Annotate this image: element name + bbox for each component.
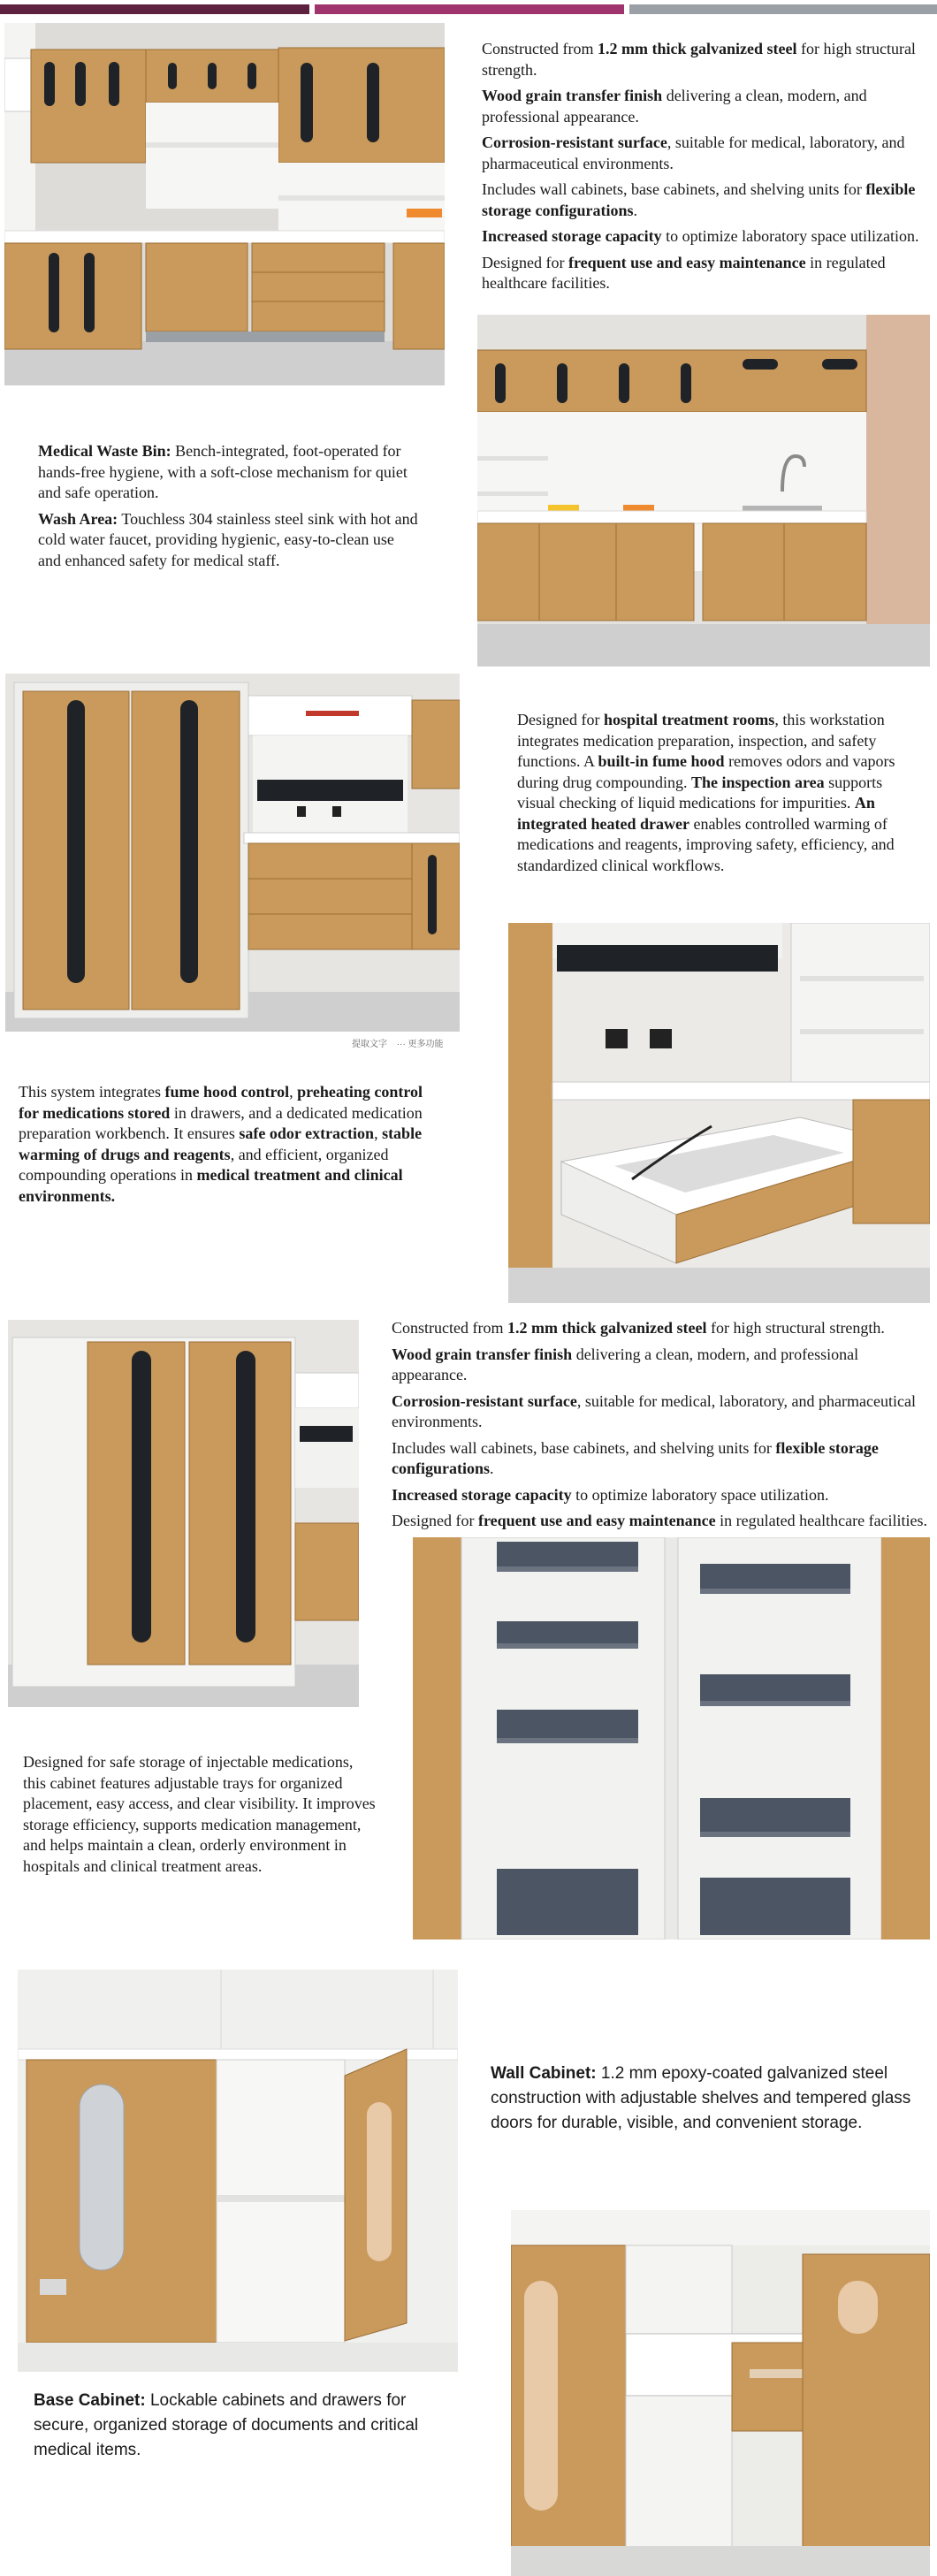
header-bar-middle: [315, 4, 624, 14]
injectable-storage-text: [23, 1752, 377, 1877]
paragraph: [38, 441, 418, 504]
bold-text: The inspection area: [690, 773, 825, 791]
text-run: delivering a clean, modern, and professional appearance.: [482, 87, 867, 126]
base-cabinet-paragraphs: [34, 2389, 453, 2463]
bold-text: Wall Cabinet:: [491, 2064, 597, 2083]
text-run: Designed for safe storage of injectable medications, this cabinet features adjustable trays for organized placement, easy access, and clear visibility. It improves storage efficiency, supports medication management, and helps maintain a clean, orderly environment in hospitals and clinical treatment areas.: [23, 1753, 376, 1875]
base-cabinet-text: [34, 2389, 453, 2463]
waste-bin-wash-area-paragraphs: [38, 441, 418, 571]
bold-text: frequent use and easy maintenance: [568, 253, 806, 271]
bold-text: flexible storage configurations: [482, 180, 916, 219]
bold-text: Corrosion-resistant surface: [392, 1391, 577, 1410]
wall-cabinet-paragraphs: [491, 2062, 928, 2136]
paragraph: [392, 1511, 931, 1532]
text-run: .: [633, 201, 637, 219]
text-run: Designed for: [392, 1512, 478, 1529]
text-run: in regulated healthcare facilities.: [715, 1512, 928, 1529]
treatment-room-workstation-paragraphs: [517, 710, 897, 876]
text-run: delivering a clean, modern, and professional appearance.: [392, 1345, 859, 1383]
text-run: Touchless 304 stainless steel sink with hot and cold water faucet, providing hygienic, easy-to-clean use and enhanced safety for medical staff.: [38, 509, 418, 569]
photo-base-cabinet: [511, 2210, 930, 2576]
photo-fume-hood-workstation: [5, 674, 460, 1032]
text-run: for high structural strength.: [706, 1319, 885, 1337]
paragraph: [482, 179, 919, 221]
bold-text: Medical Waste Bin:: [38, 442, 171, 460]
galvanized-steel-features-text: [392, 1318, 931, 1532]
text-run: , and efficient, organized compounding operations in: [19, 1145, 389, 1184]
injectable-storage-paragraphs: [23, 1752, 377, 1877]
fume-hood-system-text: [19, 1082, 434, 1207]
more-features-button[interactable]: ··· 更多功能: [396, 1040, 444, 1049]
text-run: in regulated healthcare facilities.: [482, 253, 886, 292]
bold-text: stable warming of drugs and reagents: [19, 1124, 423, 1163]
text-run: ,: [374, 1124, 383, 1142]
paragraph: [392, 1318, 931, 1339]
text-run: enables controlled warming of medications and reagents, improving safety, efficiency, and standardized clinical workflows.: [517, 814, 895, 874]
paragraph: [392, 1391, 931, 1433]
bold-text: hospital treatment rooms: [603, 711, 775, 728]
text-run: Includes wall cabinets, base cabinets, and shelving units for: [392, 1438, 776, 1457]
bold-text: Base Cabinet:: [34, 2391, 146, 2410]
bold-text: built-in fume hood: [598, 752, 725, 770]
text-run: This system integrates: [19, 1083, 165, 1101]
photo-medication-cabinet-closed: [8, 1320, 359, 1707]
text-run: for high structural strength.: [482, 40, 916, 79]
bold-text: safe odor extraction: [239, 1124, 375, 1142]
paragraph: [482, 133, 919, 174]
intro-features-text: [482, 39, 919, 294]
bold-text: An integrated heated drawer: [517, 794, 875, 833]
text-run: supports visual checking of liquid medications for impurities.: [517, 773, 883, 812]
bold-text: medical treatment and clinical environments.: [19, 1166, 403, 1205]
text-run: in drawers, and a dedicated medication preparation workbench. It ensures: [19, 1103, 423, 1142]
paragraph: [482, 39, 919, 80]
text-run: Designed for: [482, 253, 568, 271]
text-run: Designed for: [517, 711, 604, 728]
text-run: Bench-integrated, foot-operated for hands-free hygiene, with a soft-close mechanism for quiet and safe operation.: [38, 442, 408, 501]
text-run: Lockable cabinets and drawers for secure, organized storage of documents and critical medical items.: [34, 2391, 419, 2459]
photo-wall-cabinet: [18, 1970, 458, 2372]
photo-heated-drawer: [508, 923, 930, 1303]
bold-text: frequent use and easy maintenance: [477, 1512, 716, 1529]
paragraph: [34, 2389, 453, 2463]
waste-bin-wash-area-text: [38, 441, 418, 571]
text-run: , this workstation integrates medication preparation, inspection, and safety functions. A: [517, 711, 885, 770]
paragraph: [482, 226, 919, 248]
paragraph: [482, 253, 919, 294]
paragraph: [19, 1082, 434, 1207]
paragraph: [517, 710, 897, 876]
paragraph: [392, 1345, 931, 1386]
intro-features-paragraphs: [482, 39, 919, 294]
bold-text: flexible storage configurations: [392, 1438, 879, 1477]
text-run: .: [490, 1459, 494, 1477]
fume-hood-system-paragraphs: [19, 1082, 434, 1207]
bold-text: fume hood control: [164, 1083, 290, 1101]
paragraph: [23, 1752, 377, 1877]
paragraph: [482, 86, 919, 127]
text-run: Constructed from: [392, 1319, 507, 1337]
bold-text: 1.2 mm thick galvanized steel: [507, 1319, 707, 1337]
paragraph: [392, 1438, 931, 1480]
galvanized-steel-features-paragraphs: [392, 1318, 931, 1532]
text-run: Includes wall cabinets, base cabinets, and shelving units for: [482, 180, 866, 198]
bold-text: 1.2 mm thick galvanized steel: [597, 40, 797, 57]
paragraph: [491, 2062, 928, 2136]
paragraph: [392, 1485, 931, 1506]
text-run: removes odors and vapors during drug compounding.: [517, 752, 895, 791]
image-toolbar: [352, 1036, 467, 1049]
bold-text: Wood grain transfer finish: [482, 87, 663, 104]
header-bar-left: [0, 4, 309, 14]
bold-text: Increased storage capacity: [482, 227, 662, 245]
header-bar-right: [629, 4, 937, 14]
bold-text: preheating control for medications stored: [19, 1083, 423, 1122]
paragraph: [38, 509, 418, 572]
text-run: Constructed from: [482, 40, 598, 57]
photo-lab-cabinets-corner: [4, 23, 445, 385]
bold-text: Wash Area:: [38, 509, 118, 528]
photo-wash-area: [477, 315, 930, 667]
photo-medication-cabinet-trays: [413, 1537, 930, 1940]
bold-text: Corrosion-resistant surface: [482, 133, 667, 151]
treatment-room-workstation-text: [517, 710, 897, 876]
bold-text: Wood grain transfer finish: [392, 1345, 573, 1363]
text-run: ,: [289, 1083, 298, 1101]
text-run: to optimize laboratory space utilization.: [571, 1485, 829, 1504]
bold-text: Increased storage capacity: [392, 1485, 572, 1504]
text-run: 1.2 mm epoxy-coated galvanized steel construction with adjustable shelves and tempered glass doors for durable, visible, and convenient storage.: [491, 2064, 911, 2132]
text-run: to optimize laboratory space utilization.: [661, 227, 919, 245]
wall-cabinet-text: [491, 2062, 928, 2136]
text-run: , suitable for medical, laboratory, and pharmaceutical environments.: [392, 1391, 916, 1430]
extract-text-button[interactable]: 提取文字: [352, 1040, 387, 1049]
text-run: , suitable for medical, laboratory, and pharmaceutical environments.: [482, 133, 905, 172]
